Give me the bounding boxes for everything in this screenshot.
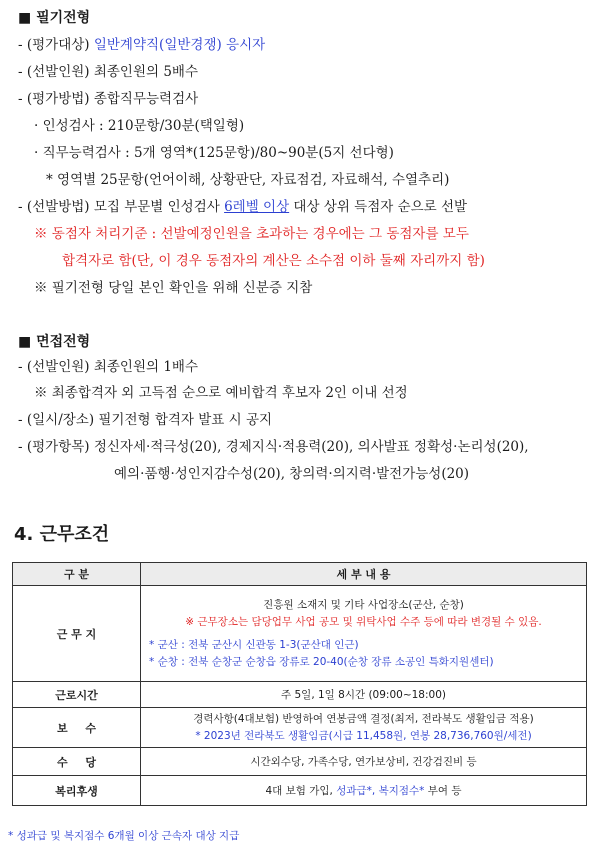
ability-test: · 직무능력검사 : 5개 영역*(125문항)/80~90분(5지 선다형) — [34, 145, 394, 161]
interview-title: ■ 면접전형 — [18, 334, 91, 350]
table-row — [13, 708, 587, 748]
header-category: 구 분 — [13, 563, 141, 586]
tie-rule-line1: ※ 동점자 처리기준 : 선발예정인원을 초과하는 경우에는 그 동점자를 모두 — [34, 226, 469, 242]
workplace-line2: ※ 근무장소는 담당업무 사업 공모 및 위탁사업 수주 등에 따라 변경될 수 있음. — [185, 615, 542, 628]
row-label-pay: 보 수 — [13, 708, 141, 748]
id-note: ※ 필기전형 당일 본인 확인을 위해 신분증 지참 — [34, 280, 313, 296]
table-row — [13, 776, 587, 806]
table-row — [13, 682, 587, 708]
work-conditions-table — [12, 562, 587, 806]
selection-method-level: 6레벨 이상 — [224, 199, 290, 215]
interview-reserve: ※ 최종합격자 외 고득점 순으로 예비합격 후보자 2인 이내 선정 — [34, 385, 408, 401]
interview-schedule: - (일시/장소) 필기전형 합격자 발표 시 공지 — [18, 412, 273, 428]
written-target-label: - (평가대상) — [18, 37, 94, 53]
section-title: 4. 근무조건 — [14, 524, 110, 545]
ability-note: * 영역별 25문항(언어이해, 상황판단, 자료점검, 자료해석, 수열추리) — [46, 172, 450, 188]
table-header — [13, 563, 587, 586]
row-label-allowance: 수 당 — [13, 748, 141, 776]
workplace-line4: * 순창 : 전북 순창군 순창읍 장류로 20-40(순창 장류 소공인 특화지원센터) — [149, 655, 494, 668]
selection-method — [18, 198, 467, 216]
workplace-detail — [141, 586, 587, 682]
selection-method-c: 대상 상위 득점자 순으로 선발 — [289, 199, 468, 215]
pay-line1: 경력사항(4대보험) 반영하여 연봉금액 결정(최저, 전라북도 생활임금 적용) — [193, 712, 534, 725]
written-target — [18, 36, 265, 54]
welfare-detail — [141, 776, 587, 806]
workplace-line1: 진흥원 소재지 및 기타 사업장소(군산, 순창) — [263, 598, 464, 611]
written-target-value: 일반계약직(일반경쟁) 응시자 — [93, 37, 266, 53]
welfare-a: 4대 보험 가입, — [265, 785, 337, 797]
interview-select: - (선발인원) 최종인원의 1배수 — [18, 359, 199, 375]
row-label-welfare: 복리후생 — [13, 776, 141, 806]
hours-value: 주 5일, 1일 8시간 (09:00~18:00) — [141, 682, 587, 708]
tie-rule-line2: 합격자로 함(단, 이 경우 동점자의 계산은 소수점 이하 둘째 자리까지 함) — [62, 253, 485, 269]
written-exam-title: ■ 필기전형 — [18, 10, 91, 26]
interview-items-line1: - (평가항목) 정신자세·적극성(20), 경제지식·적용력(20), 의사발표 정확성·논리성(20), — [18, 439, 529, 455]
table-row — [13, 748, 587, 776]
selection-method-a: - (선발방법) 모집 부문별 인성검사 — [18, 199, 225, 215]
welfare-b: 성과급*, 복지점수* — [336, 785, 425, 797]
allowance-value: 시간외수당, 가족수당, 연가보상비, 건강검진비 등 — [141, 748, 587, 776]
header-details: 세 부 내 용 — [141, 563, 587, 586]
footnote: * 성과급 및 복지점수 6개월 이상 근속자 대상 지급 — [8, 830, 240, 842]
row-label-hours: 근로시간 — [13, 682, 141, 708]
workplace-line3: * 군산 : 전북 군산시 신관동 1-3(군산대 인근) — [149, 638, 359, 651]
written-method: - (평가방법) 종합직무능력검사 — [18, 91, 199, 107]
row-label-workplace: 근 무 지 — [13, 586, 141, 682]
interview-items-line2: 예의·품행·성인지감수성(20), 창의력·의지력·발전가능성(20) — [114, 466, 470, 482]
pay-detail — [141, 708, 587, 748]
pay-line2: * 2023년 전라북도 생활임금(시급 11,458원, 연봉 28,736,760원/세전) — [195, 729, 532, 742]
table-row — [13, 586, 587, 682]
written-select: - (선발인원) 최종인원의 5배수 — [18, 64, 199, 80]
personality-test: · 인성검사 : 210문항/30분(택일형) — [34, 118, 245, 134]
welfare-c: 부여 등 — [424, 785, 462, 797]
